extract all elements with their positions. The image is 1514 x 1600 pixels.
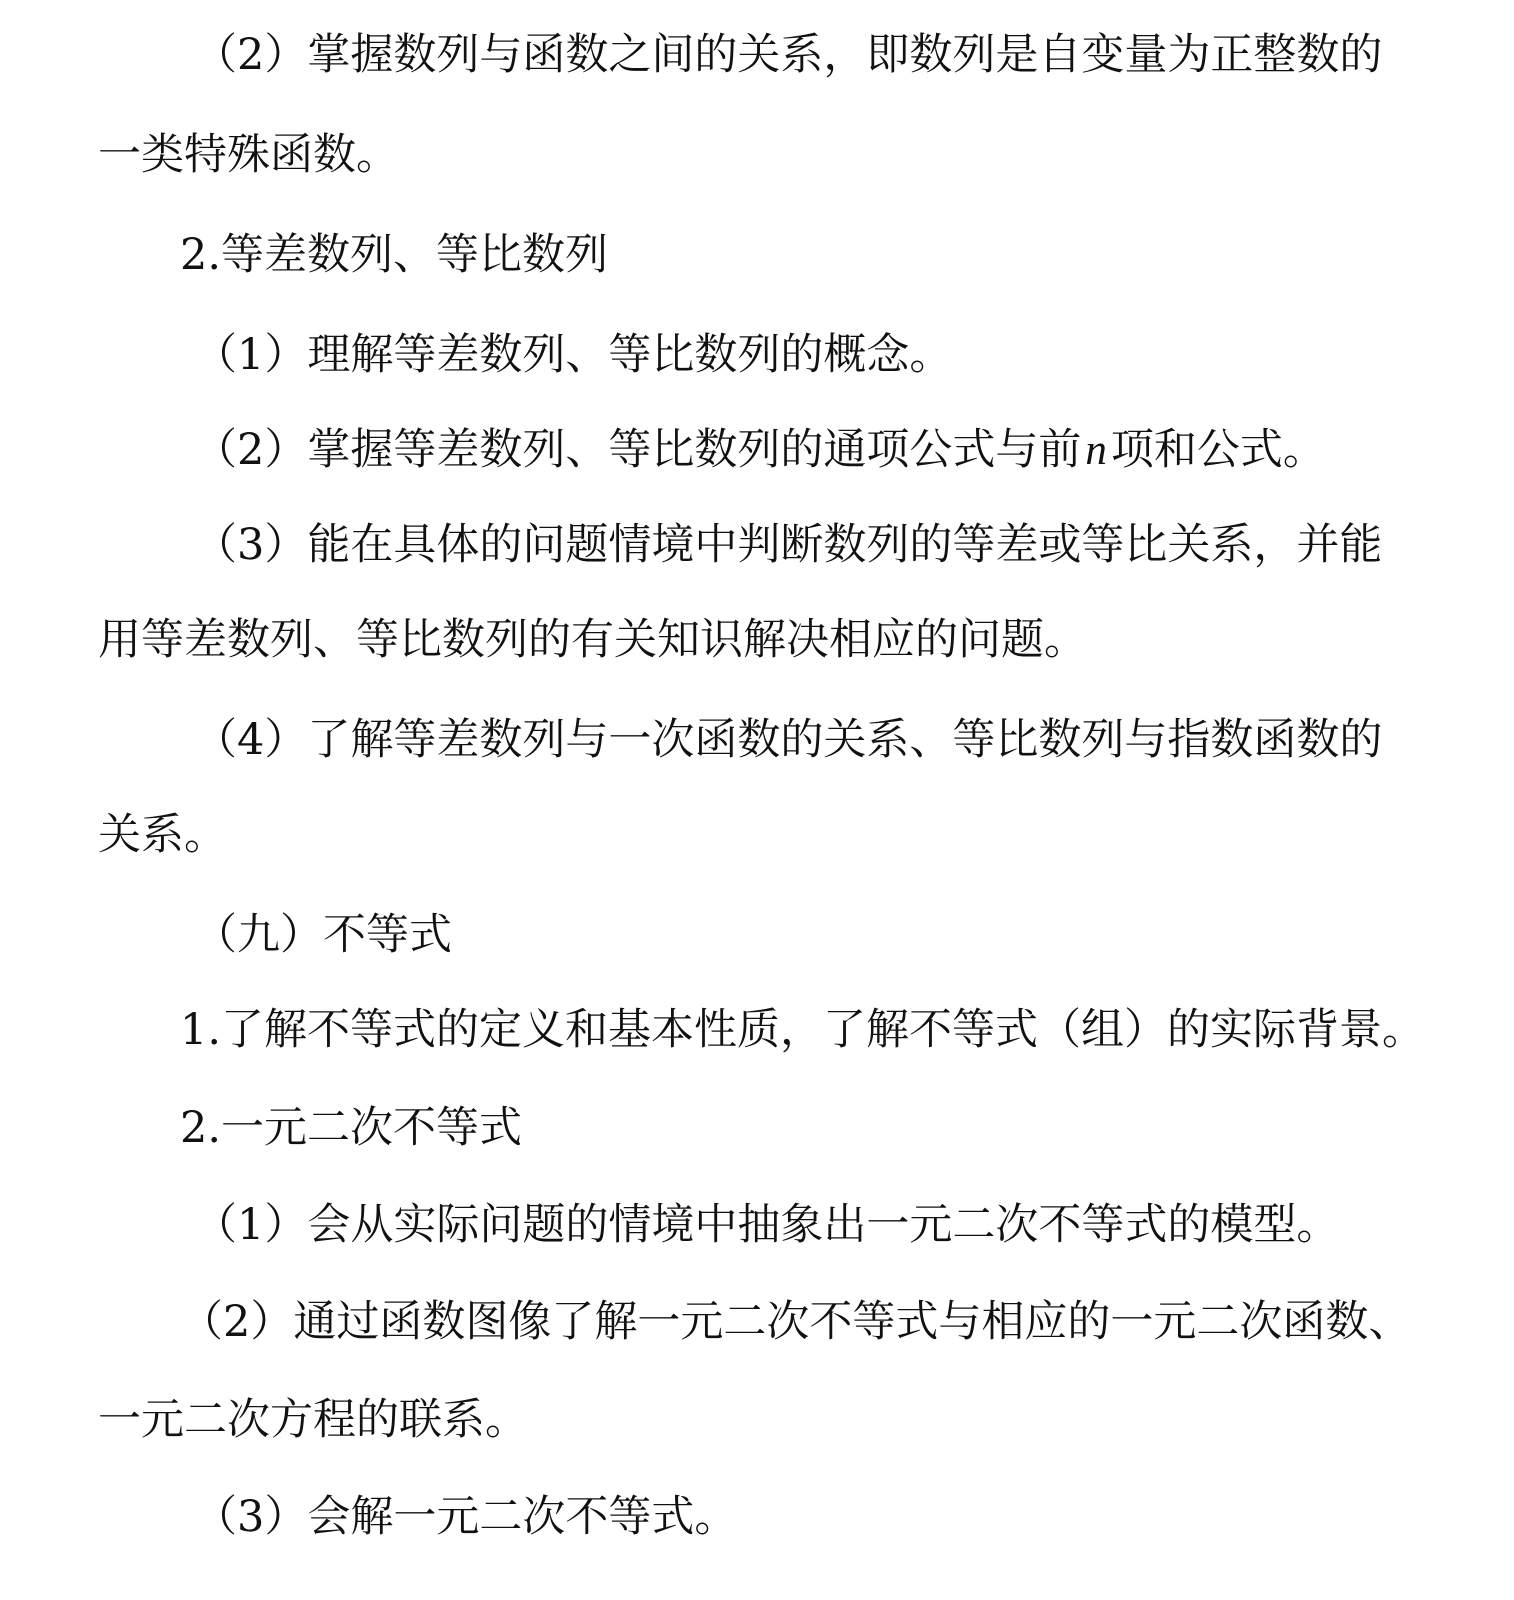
text-run: （2）掌握等差数列、等比数列的通项公式与前	[194, 425, 1082, 475]
paragraph-line: （2）掌握数列与函数之间的关系，即数列是自变量为正整数的	[194, 30, 1383, 80]
section-heading: 2.一元二次不等式	[180, 1103, 523, 1153]
paragraph-line: （3）会解一元二次不等式。	[194, 1492, 738, 1542]
paragraph-line: （4）了解等差数列与一次函数的关系、等比数列与指数函数的	[194, 715, 1383, 765]
section-heading: 2.等差数列、等比数列	[180, 230, 609, 280]
paragraph-line: 一元二次方程的联系。	[98, 1395, 528, 1445]
paragraph-line: （2）通过函数图像了解一元二次不等式与相应的一元二次函数、	[180, 1297, 1412, 1347]
paragraph-line: （3）能在具体的问题情境中判断数列的等差或等比关系，并能	[194, 520, 1383, 570]
paragraph-line: 用等差数列、等比数列的有关知识解决相应的问题。	[98, 615, 1087, 665]
paragraph-line: （1）理解等差数列、等比数列的概念。	[194, 330, 953, 380]
math-variable: n	[1085, 427, 1107, 474]
section-heading: （九）不等式	[194, 910, 452, 960]
paragraph-line: 1.了解不等式的定义和基本性质，了解不等式（组）的实际背景。	[180, 1005, 1426, 1055]
paragraph-line: 一类特殊函数。	[98, 130, 399, 180]
paragraph-line: （1）会从实际问题的情境中抽象出一元二次不等式的模型。	[194, 1200, 1340, 1250]
paragraph-line	[194, 420, 1450, 480]
paragraph-line: 关系。	[98, 810, 227, 860]
text-run: 项和公式。	[1110, 425, 1326, 475]
